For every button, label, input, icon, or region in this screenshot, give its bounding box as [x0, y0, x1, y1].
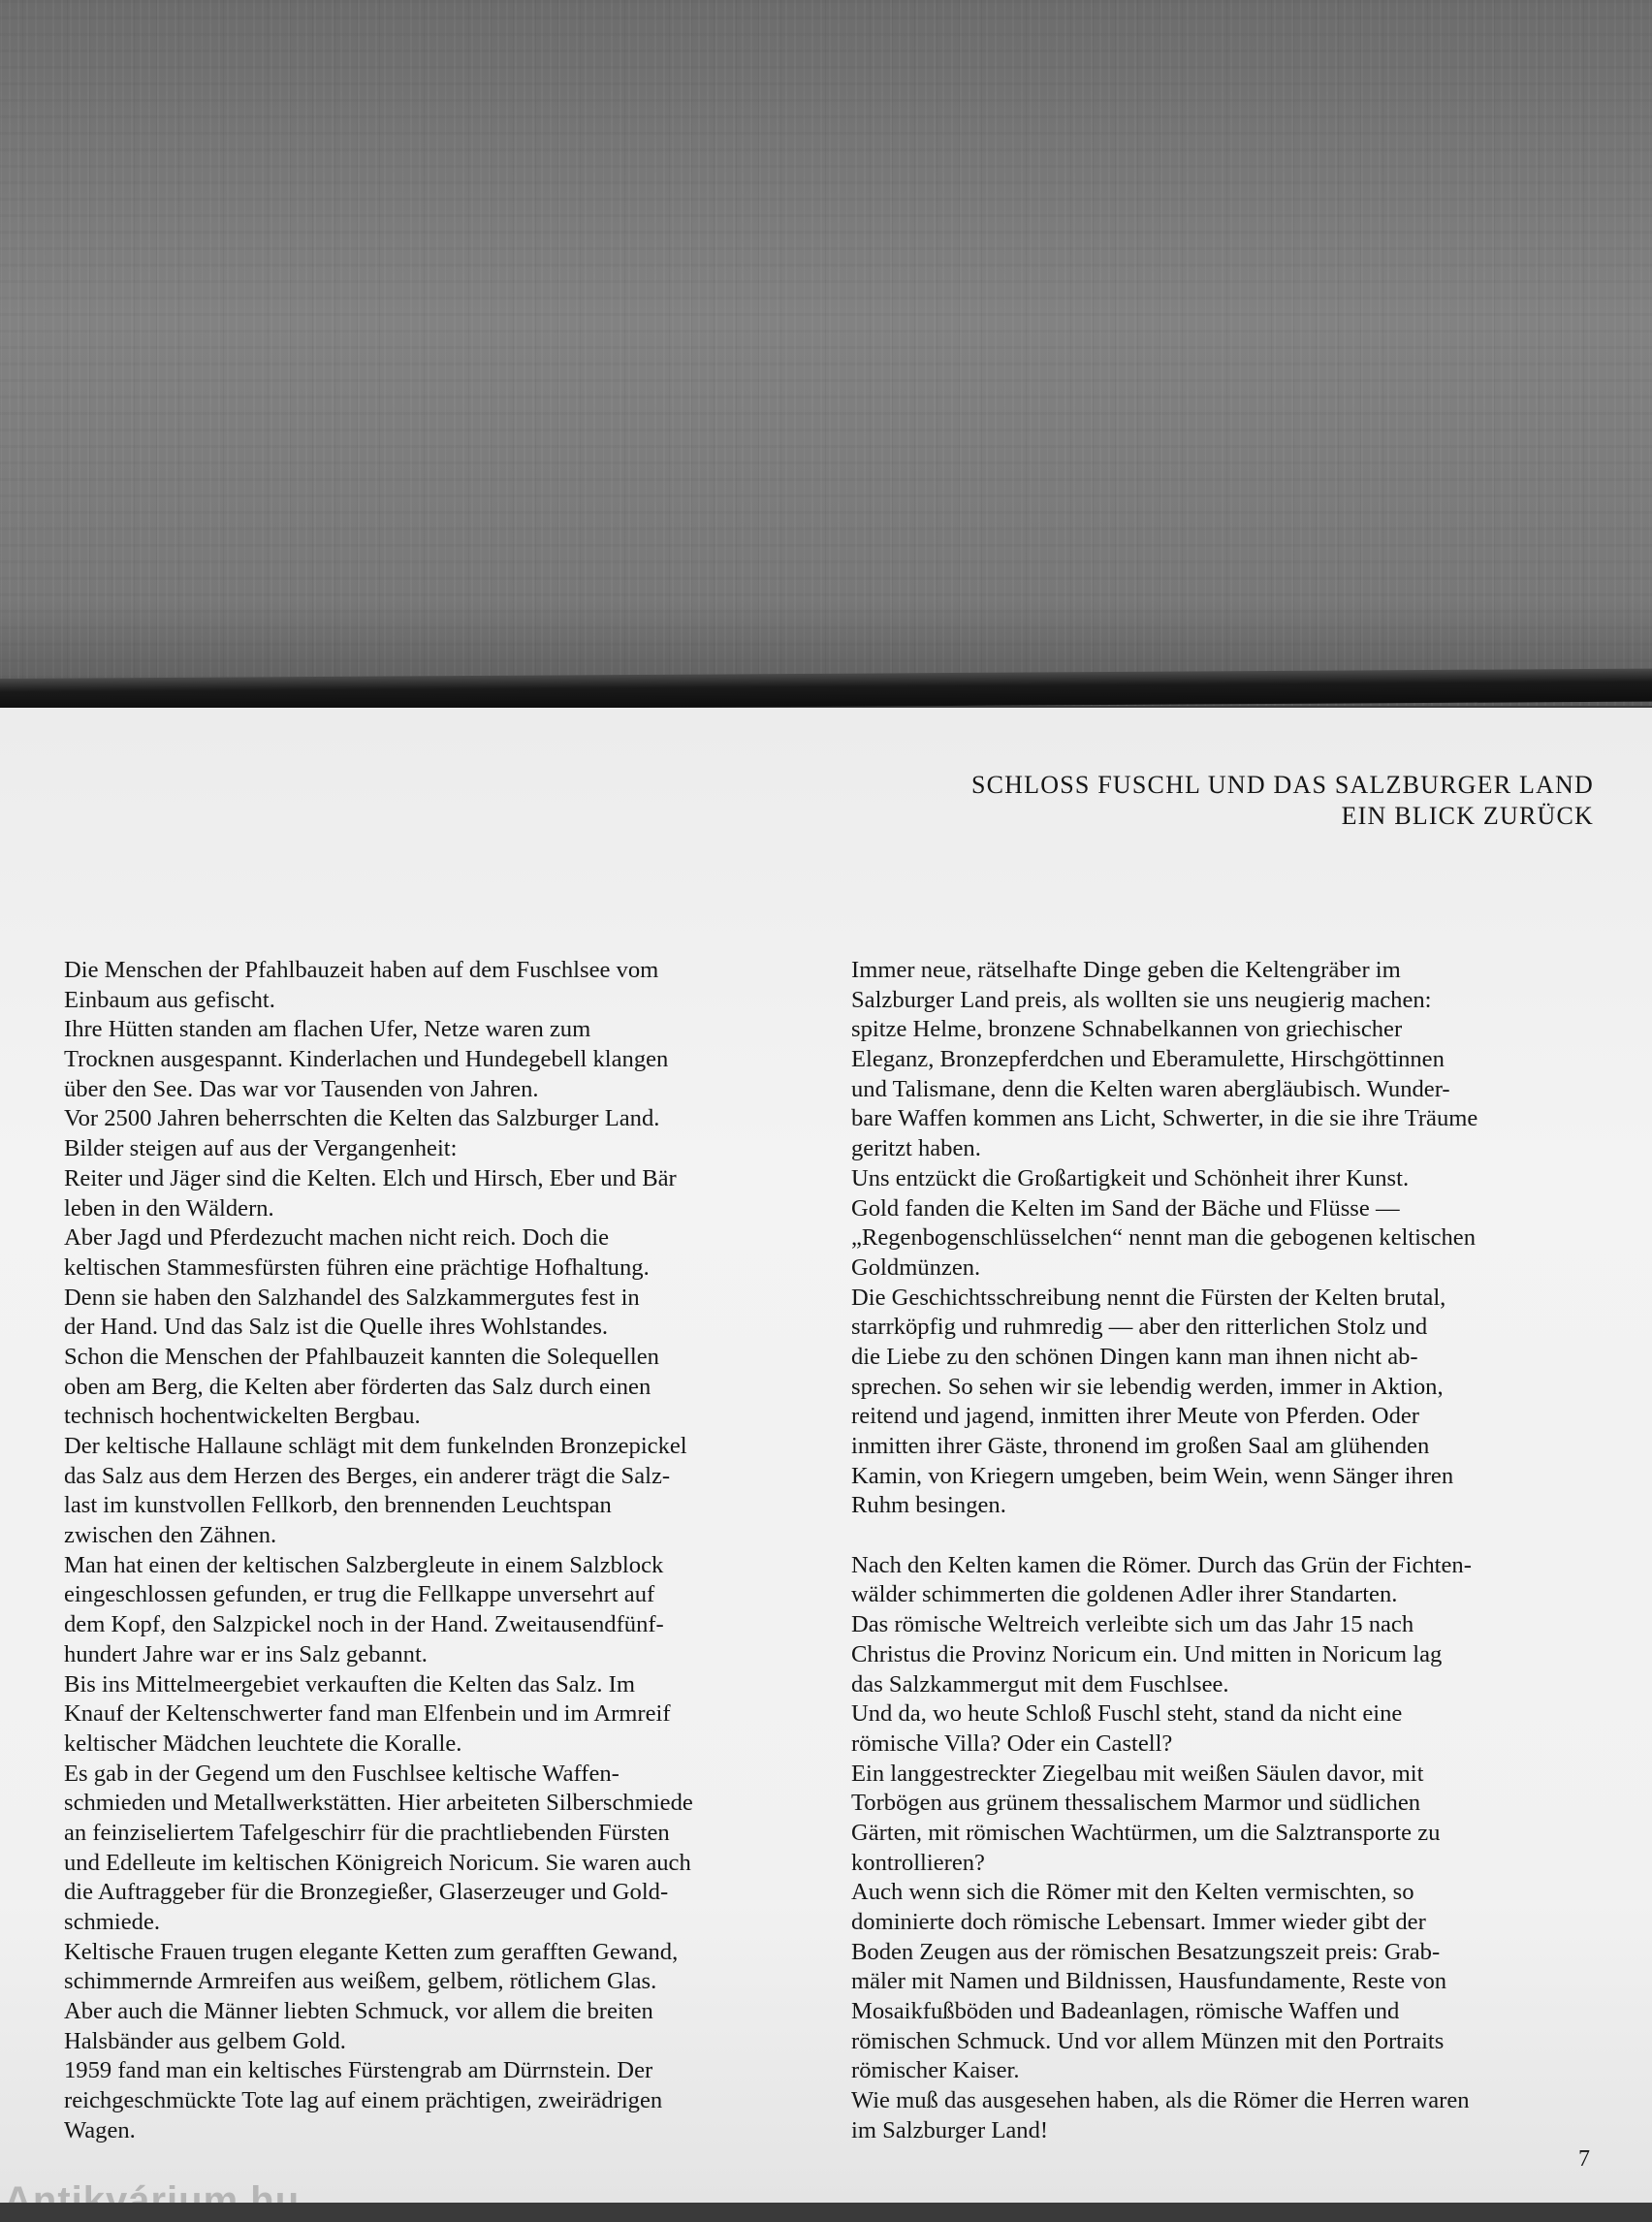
text-line: über den See. Das war vor Tausenden von Jahren. [64, 1075, 539, 1102]
running-head-line-2: EIN BLICK ZURÜCK [1341, 802, 1594, 830]
text-line: schmieden und Metallwerkstätten. Hier arbeiteten Silberschmiede [64, 1790, 693, 1817]
watermark: Antikvárium.hu [4, 2179, 301, 2222]
table-surface-background [0, 0, 1652, 706]
text-line: last im kunstvollen Fellkorb, den brennenden Leuchtspan [64, 1492, 612, 1519]
text-line: Gärten, mit römischen Wachtürmen, um die Salztransporte zu [851, 1819, 1441, 1846]
text-line: das Salz aus dem Herzen des Berges, ein anderer trägt die Salz- [64, 1462, 671, 1489]
text-line: bare Waffen kommen ans Licht, Schwerter, in die sie ihre Träume [851, 1105, 1478, 1132]
page-number: 7 [1578, 2146, 1590, 2172]
text-line: inmitten ihrer Gäste, thronend im großen Saal am glühenden [851, 1433, 1430, 1459]
text-line: das Salzkammergut mit dem Fuschlsee. [851, 1670, 1229, 1698]
text-line: die Liebe zu den schönen Dingen kann man ihnen nicht ab- [851, 1343, 1418, 1370]
text-line: Gold fanden die Kelten im Sand der Bäche und Flüsse — [851, 1194, 1400, 1222]
text-line: römischen Schmuck. Und vor allem Münzen mit den Portraits [851, 2027, 1445, 2054]
text-line: Das römische Weltreich verleibte sich um das Jahr 15 nach [851, 1611, 1414, 1638]
text-line: reitend und jagend, inmitten ihrer Meute von Pferden. Oder [851, 1403, 1419, 1430]
text-line: reichgeschmückte Tote lag auf einem prächtigen, zweirädrigen [64, 2087, 663, 2114]
text-line: spitze Helme, bronzene Schnabelkannen von griechischer [851, 1016, 1403, 1043]
text-line: eingeschlossen gefunden, er trug die Fellkappe unversehrt auf [64, 1581, 655, 1608]
text-line: die Auftraggeber für die Bronzegießer, Glaserzeuger und Gold- [64, 1879, 669, 1906]
text-line: keltischer Mädchen leuchtete die Koralle. [64, 1730, 462, 1757]
running-head [971, 770, 1594, 832]
text-line: Eleganz, Bronzepferdchen und Eberamulette, Hirschgöttinnen [851, 1046, 1445, 1073]
text-line: sprechen. So sehen wir sie lebendig werden, immer in Aktion, [851, 1373, 1444, 1400]
text-line: Immer neue, rätselhafte Dinge geben die Keltengräber im [851, 957, 1401, 983]
text-line: zwischen den Zähnen. [64, 1522, 277, 1549]
text-line: Trocknen ausgespannt. Kinderlachen und Hundegebell klangen [64, 1046, 669, 1073]
text-line: Knauf der Keltenschwerter fand man Elfenbein und im Armreif [64, 1700, 671, 1728]
text-line: Und da, wo heute Schloß Fuschl steht, stand da nicht eine [851, 1700, 1403, 1728]
text-line: Die Geschichtsschreibung nennt die Fürsten der Kelten brutal, [851, 1284, 1446, 1311]
text-line: Einbaum aus gefischt. [64, 986, 275, 1013]
left-text-column [64, 956, 830, 2146]
text-line: Vor 2500 Jahren beherrschten die Kelten das Salzburger Land. [64, 1105, 660, 1132]
text-line: wälder schimmerten die goldenen Adler ihrer Standarten. [851, 1581, 1398, 1608]
text-line: Es gab in der Gegend um den Fuschlsee keltische Waffen- [64, 1760, 620, 1787]
text-line: 1959 fand man ein keltisches Fürstengrab am Dürrnstein. Der [64, 2057, 653, 2084]
text-line: schimmernde Armreifen aus weißem, gelbem, rötlichem Glas. [64, 1968, 657, 1995]
text-line: Wagen. [64, 2116, 136, 2143]
text-line: der Hand. Und das Salz ist die Quelle ihres Wohlstandes. [64, 1314, 609, 1341]
text-line: geritzt haben. [851, 1135, 981, 1162]
right-text-column [851, 956, 1607, 2146]
text-line: kontrollieren? [851, 1849, 985, 1876]
text-line: an feinziseliertem Tafelgeschirr für die prachtliebenden Fürsten [64, 1819, 670, 1846]
text-line: Aber auch die Männer liebten Schmuck, vor allem die breiten [64, 1998, 653, 2025]
text-line: Boden Zeugen aus der römischen Besatzungszeit preis: Grab- [851, 1938, 1441, 1965]
text-line: römische Villa? Oder ein Castell? [851, 1730, 1173, 1757]
text-line: Uns entzückt die Großartigkeit und Schönheit ihrer Kunst. [851, 1164, 1410, 1191]
text-line: Christus die Provinz Noricum ein. Und mitten in Noricum lag [851, 1640, 1443, 1667]
text-line: Ihre Hütten standen am flachen Ufer, Netze waren zum [64, 1016, 591, 1043]
text-line: technisch hochentwickelten Bergbau. [64, 1403, 421, 1430]
text-line: dominierte doch römische Lebensart. Immer wieder gibt der [851, 1909, 1426, 1935]
text-line: römischer Kaiser. [851, 2057, 1020, 2084]
text-line: hundert Jahre war er ins Salz gebannt. [64, 1640, 428, 1667]
text-line: Denn sie haben den Salzhandel des Salzkammergutes fest in [64, 1284, 640, 1311]
text-line: Man hat einen der keltischen Salzbergleute in einem Salzblock [64, 1551, 664, 1578]
text-line: Die Menschen der Pfahlbauzeit haben auf dem Fuschlsee vom [64, 957, 659, 983]
text-line: und Talismane, denn die Kelten waren abergläubisch. Wunder- [851, 1075, 1450, 1102]
text-line: Halsbänder aus gelbem Gold. [64, 2027, 346, 2054]
text-line: und Edelleute im keltischen Königreich Noricum. Sie waren auch [64, 1849, 691, 1876]
section-break [851, 1521, 1607, 1551]
text-line: Salzburger Land preis, als wollten sie uns neugierig machen: [851, 986, 1432, 1013]
text-line: Ruhm besingen. [851, 1492, 1006, 1519]
book-page [0, 708, 1652, 2222]
text-line: keltischen Stammesfürsten führen eine prächtige Hofhaltung. [64, 1254, 650, 1281]
text-line: Torbögen aus grünem thessalischem Marmor und südlichen [851, 1790, 1421, 1817]
text-line: Ein langgestreckter Ziegelbau mit weißen Säulen davor, mit [851, 1760, 1424, 1787]
text-line: im Salzburger Land! [851, 2116, 1049, 2143]
text-line: Schon die Menschen der Pfahlbauzeit kannten die Solequellen [64, 1343, 659, 1370]
text-line: Wie muß das ausgesehen haben, als die Römer die Herren waren [851, 2087, 1470, 2114]
text-line: Goldmünzen. [851, 1254, 981, 1281]
right-column-section-romans [851, 1551, 1607, 2146]
right-column-section-celts [851, 956, 1607, 1521]
text-line: Keltische Frauen trugen elegante Ketten zum gerafften Gewand, [64, 1938, 679, 1965]
text-line: mäler mit Namen und Bildnissen, Hausfundamente, Reste von [851, 1968, 1447, 1995]
text-line: dem Kopf, den Salzpickel noch in der Hand. Zweitausendfünf- [64, 1611, 664, 1638]
running-head-line-1: SCHLOSS FUSCHL UND DAS SALZBURGER LAND [970, 771, 1594, 799]
text-line: „Regenbogenschlüsselchen“ nennt man die gebogenen keltischen [851, 1224, 1477, 1252]
text-line: starrköpfig und ruhmredig — aber den ritterlichen Stolz und [851, 1314, 1428, 1341]
text-line: Bilder steigen auf aus der Vergangenheit: [64, 1135, 458, 1162]
text-line: Bis ins Mittelmeergebiet verkauften die Kelten das Salz. Im [64, 1670, 635, 1698]
text-line: Kamin, von Kriegern umgeben, beim Wein, wenn Sänger ihren [851, 1462, 1454, 1489]
text-line: Nach den Kelten kamen die Römer. Durch das Grün der Fichten- [851, 1551, 1472, 1578]
text-line: Reiter und Jäger sind die Kelten. Elch und Hirsch, Eber und Bär [64, 1164, 677, 1191]
text-line: oben am Berg, die Kelten aber förderten das Salz durch einen [64, 1373, 651, 1400]
text-line: schmiede. [64, 1909, 161, 1935]
text-line: Mosaikfußböden und Badeanlagen, römische Waffen und [851, 1998, 1400, 2025]
text-line: Der keltische Hallaune schlägt mit dem funkelnden Bronzepickel [64, 1433, 687, 1459]
text-line: Aber Jagd und Pferdezucht machen nicht reich. Doch die [64, 1224, 610, 1252]
text-line: leben in den Wäldern. [64, 1194, 274, 1222]
text-line: Auch wenn sich die Römer mit den Kelten vermischten, so [851, 1879, 1414, 1906]
